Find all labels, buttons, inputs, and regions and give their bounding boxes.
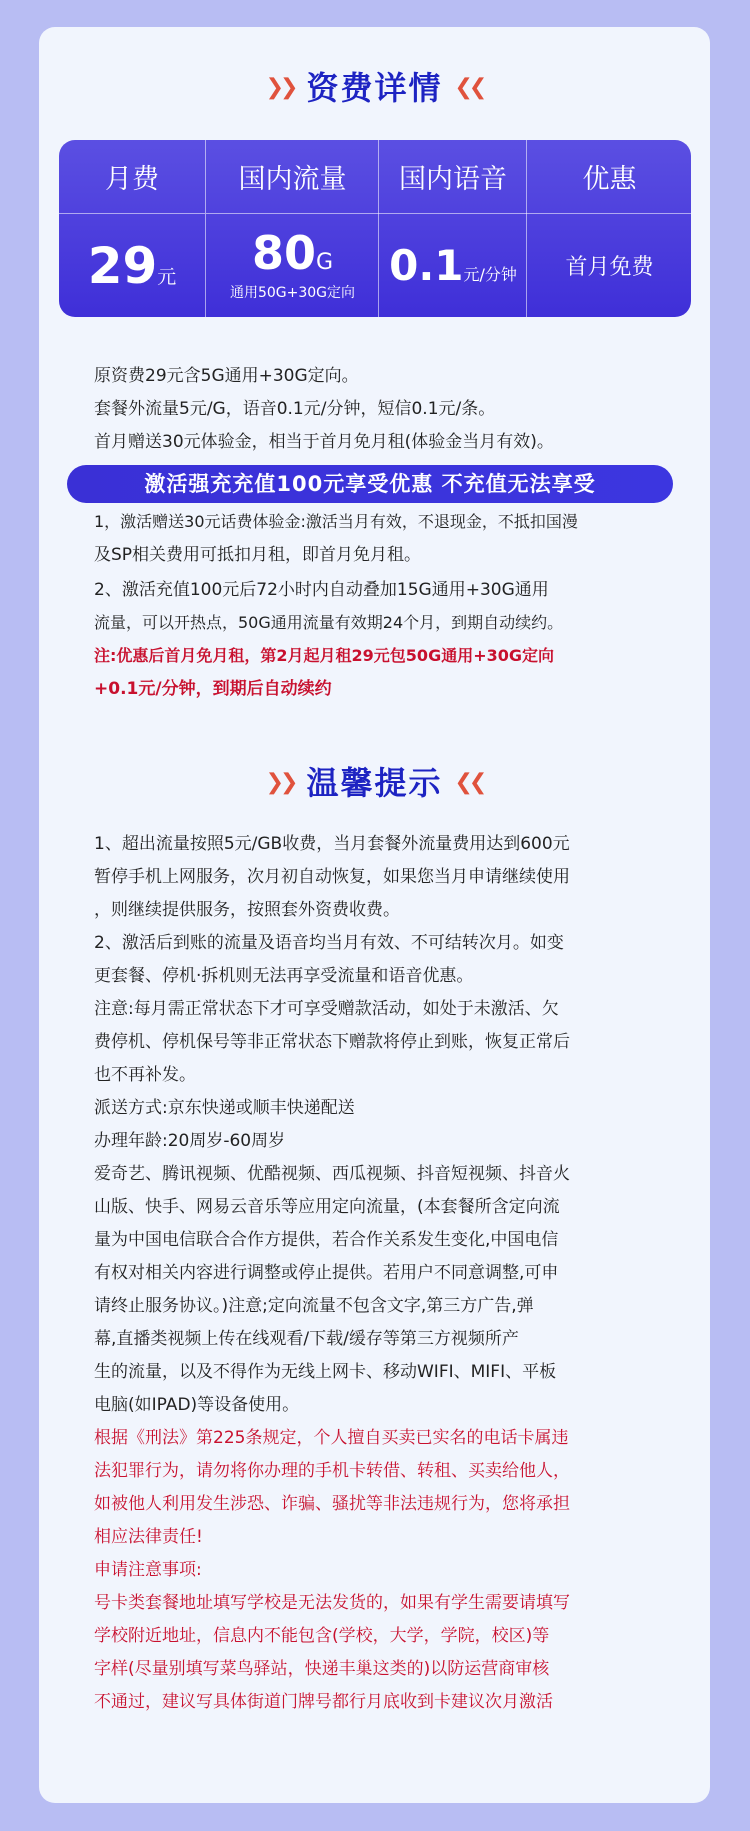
header-voice: 国内语音: [399, 164, 507, 195]
tip-line: 注意:每月需正常状态下才可享受赠款活动，如处于未激活、欠: [94, 999, 559, 1019]
col-monthly-fee: [59, 140, 205, 317]
legal-line: 字样(尽量别填写菜鸟驿站，快递丰巢这类的)以防运营商审核: [94, 1659, 550, 1679]
voice-value: 0.1: [389, 240, 464, 290]
value-monthly-fee: [59, 214, 205, 317]
tip-line: 量为中国电信联合合作方提供，若合作关系发生变化,中国电信: [94, 1230, 559, 1250]
legal-line: 申请注意事项:: [94, 1560, 202, 1580]
col-discount: [526, 140, 691, 317]
header-discount: 优惠: [582, 164, 637, 195]
legal-line: 不通过，建议写具体街道门牌号都行月底收到卡建议次月激活: [94, 1692, 553, 1712]
value-data: [206, 214, 379, 317]
offer-line: 1，激活赠送30元话费体验金:激活当月有效，不退现金，不抵扣国漫: [94, 512, 578, 531]
legal-line: 相应法律责任!: [94, 1527, 203, 1547]
tip-line: 2、激活后到账的流量及语音均当月有效、不可结转次月。如变: [94, 933, 564, 953]
data-unit: G: [315, 249, 334, 275]
tip-line: 生的流量，以及不得作为无线上网卡、移动WIFI、MIFI、平板: [94, 1362, 557, 1382]
data-note: 通用50G+30G定向: [229, 284, 356, 301]
intro-line: 套餐外流量5元/G，语音0.1元/分钟，短信0.1元/条。: [94, 399, 496, 419]
tip-line: 爱奇艺、腾讯视频、优酷视频、西瓜视频、抖音短视频、抖音火: [94, 1164, 570, 1184]
monthly-fee-unit: 元: [157, 265, 177, 288]
tip-line: 办理年龄:20周岁-60周岁: [94, 1131, 286, 1151]
tip-line: 请终止服务协议。)注意;定向流量不包含文字,第三方广告,弹: [94, 1296, 534, 1316]
tips-title-text: 温馨提示: [306, 764, 443, 802]
legal-line: 如被他人利用发生涉恐、诈骗、骚扰等非法违规行为，您将承担: [94, 1494, 570, 1514]
tip-line: 电脑(如IPAD)等设备使用。: [94, 1395, 300, 1415]
chevron-right-icon: ❯❯: [265, 75, 295, 100]
offer-line: 2、激活充值100元后72小时内自动叠加15G通用+30G通用: [94, 580, 549, 600]
col-data: [205, 140, 379, 317]
chevron-left-icon: ❮❮: [454, 770, 484, 795]
voice-unit: 元/分钟: [463, 264, 517, 284]
discount-value: 首月免费: [565, 255, 654, 280]
section-title-pricing: [39, 63, 710, 109]
section-title-tips: [39, 758, 710, 804]
tip-line: 也不再补发。: [94, 1065, 196, 1085]
tip-line: 有权对相关内容进行调整或停止提供。若用户不同意调整,可申: [94, 1263, 559, 1283]
tip-line: 幕,直播类视频上传在线观看/下载/缓存等第三方视频所产: [94, 1329, 519, 1349]
monthly-fee-value: 29: [87, 236, 158, 295]
legal-line: 学校附近地址，信息内不能包含(学校，大学，学院，校区)等: [94, 1626, 550, 1646]
header-monthly-fee: 月费: [105, 164, 159, 195]
value-voice: [379, 214, 527, 317]
intro-line: 原资费29元含5G通用+30G定向。: [94, 366, 359, 386]
tip-line: 1、超出流量按照5元/GB收费，当月套餐外流量费用达到600元: [94, 834, 570, 854]
header-data: 国内流量: [238, 164, 347, 195]
legal-line: 号卡类套餐地址填写学校是无法发货的，如果有学生需要请填写: [94, 1593, 570, 1613]
pricing-title-text: 资费详情: [306, 69, 443, 107]
tip-line: 山版、快手、网易云音乐等应用定向流量，(本套餐所含定向流: [94, 1197, 560, 1217]
tip-line: 派送方式:京东快递或顺丰快递配送: [94, 1098, 355, 1118]
tip-line: 费停机、停机保号等非正常状态下赠款将停止到账，恢复正常后: [94, 1032, 570, 1052]
tip-line: ，则继续提供服务，按照套外资费收费。: [94, 900, 400, 920]
col-voice: [378, 140, 527, 317]
offer-line: 流量，可以开热点，50G通用流量有效期24个月，到期自动续约。: [94, 613, 564, 632]
tip-line: 暂停手机上网服务，次月初自动恢复，如果您当月申请继续使用: [94, 867, 570, 887]
chevron-left-icon: ❮❮: [454, 75, 484, 100]
recharge-banner: 激活强充充值100元享受优惠 不充值无法享受: [67, 465, 673, 503]
pricing-table: [59, 140, 691, 317]
chevron-right-icon: ❯❯: [265, 770, 295, 795]
data-value: 80: [251, 225, 316, 280]
content-card: [39, 27, 710, 1803]
legal-line: 法犯罪行为，请勿将你办理的手机卡转借、转租、买卖给他人，: [94, 1461, 570, 1481]
value-discount: [527, 214, 691, 317]
offer-note-line: 注:优惠后首月免月租，第2月起月租29元包50G通用+30G定向: [94, 646, 555, 665]
offer-line: 及SP相关费用可抵扣月租，即首月免月租。: [94, 545, 422, 565]
legal-line: 根据《刑法》第225条规定，个人擅自买卖已实名的电话卡属违: [94, 1428, 569, 1448]
tip-line: 更套餐、停机·拆机则无法再享受流量和语音优惠。: [94, 966, 474, 986]
intro-line: 首月赠送30元体验金，相当于首月免月租(体验金当月有效)。: [94, 432, 554, 452]
offer-note-line: +0.1元/分钟，到期后自动续约: [94, 679, 332, 699]
